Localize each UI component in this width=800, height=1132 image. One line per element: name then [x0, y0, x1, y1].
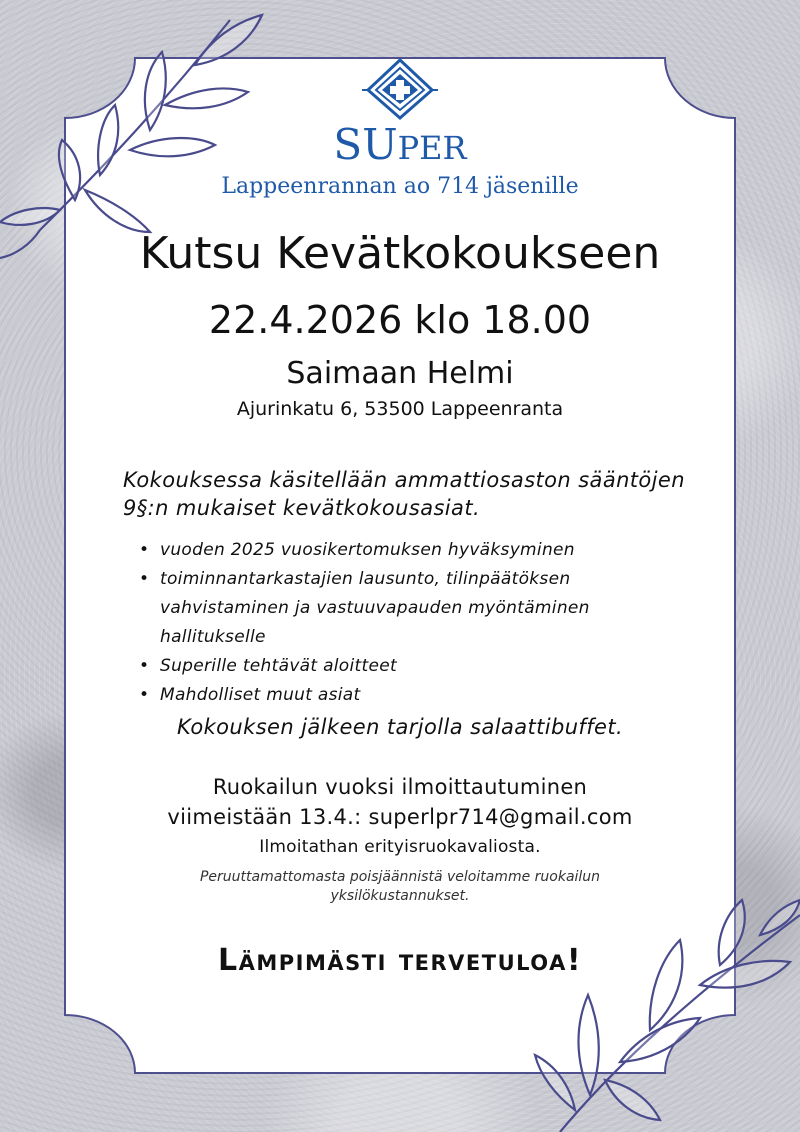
super-logo-icon	[360, 58, 440, 120]
list-item: • Superille tehtävät aloitteet	[135, 652, 695, 681]
list-item: • vuoden 2025 vuosikertomuksen hyväksyminen	[135, 536, 695, 565]
venue-address: Ajurinkatu 6, 53500 Lappeenranta	[236, 398, 564, 420]
agenda-list	[135, 536, 695, 710]
agenda-intro: Kokouksessa käsitellään ammattiosaston sääntöjen 9§:n mukaiset kevätkokousasiat.	[123, 468, 685, 520]
cancellation-note: Peruuttamattomasta poisjäännistä veloitamme ruokailun yksilökustannukset.	[199, 869, 601, 904]
registration-line: Ruokailun vuoksi ilmoittautuminen	[212, 775, 588, 799]
registration-info	[65, 772, 735, 832]
diet-note: Ilmoitathan erityisruokavaliosta.	[259, 837, 541, 857]
invitation-card	[65, 58, 735, 1073]
brand-name: SUPER	[333, 120, 467, 169]
welcome-text: Lämpimästi tervetuloa!	[218, 943, 582, 978]
invitation-title: Kutsu Kevätkokoukseen	[139, 228, 661, 279]
venue-name: Saimaan Helmi	[286, 356, 514, 391]
brand-subtitle: Lappeenrannan ao 714 jäsenille	[221, 174, 579, 199]
registration-deadline: viimeistään 13.4.: superlpr714@gmail.com	[167, 805, 633, 829]
buffet-note: Kokouksen jälkeen tarjolla salaattibuffet.	[176, 715, 624, 739]
list-item: • toiminnantarkastajien lausunto, tilinpäätöksen vahvistaminen ja vastuuvapauden myöntäminen hallitukselle	[135, 565, 695, 652]
list-item: • Mahdolliset muut asiat	[135, 681, 695, 710]
meeting-datetime: 22.4.2026 klo 18.00	[208, 298, 592, 342]
